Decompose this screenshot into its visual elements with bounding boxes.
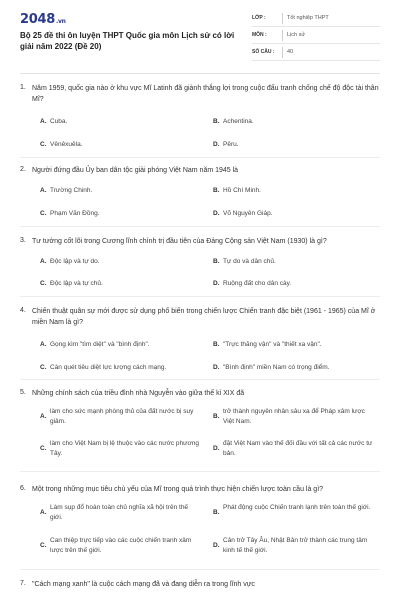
question-number: 2. [20, 166, 26, 173]
option-text: Độc lập và tự chủ. [50, 280, 103, 287]
exam-meta [252, 10, 380, 61]
option-letter: C. [40, 280, 47, 287]
option-text: Vênêxuêla. [50, 141, 83, 148]
header-divider [20, 73, 380, 74]
option-letter: D. [213, 364, 220, 371]
option-text: Gọng kìm "tìm diệt" và "bình định". [50, 341, 150, 348]
option-text: Can thiệp trực tiếp vào các cuộc chiến tranh xâm lược trên thế giới. [50, 537, 192, 554]
option-text: Achentina. [223, 118, 254, 125]
option-letter: D. [213, 445, 220, 452]
option-text: Cuba. [50, 118, 68, 125]
option-text: làm cho sức mạnh phòng thủ của đất nước bị suy giảm. [50, 408, 194, 425]
meta-separator [282, 30, 283, 41]
question-divider [20, 569, 380, 570]
option-letter: A. [40, 258, 47, 265]
meta-row-subject [252, 27, 380, 44]
site-logo[interactable] [20, 12, 66, 27]
option-letter: D. [213, 542, 220, 549]
page-header [0, 0, 400, 70]
option-letter: C. [40, 141, 47, 148]
meta-key: SỐ CÂU : [252, 49, 275, 55]
question-number: 3. [20, 237, 26, 244]
question-number: 5. [20, 389, 26, 396]
option-letter: A. [40, 413, 47, 420]
option-letter: A. [40, 187, 47, 194]
question-divider [20, 226, 380, 227]
option-letter: A. [40, 341, 47, 348]
meta-separator [282, 47, 283, 58]
logo-sub: .vn [55, 18, 66, 25]
option-letter: B. [213, 187, 220, 194]
question-number: 1. [20, 84, 26, 91]
option-text: Phạm Văn Đồng. [50, 210, 100, 217]
option-text: Cản trở Tây Âu, Nhật Bản trở thành các trung tâm kinh tế thế giới. [223, 537, 368, 554]
option-text: Độc lập và tự do. [50, 258, 100, 265]
option-letter: A. [40, 118, 47, 125]
option-text: Càn quét tiêu diệt lực lượng cách mạng. [50, 364, 167, 371]
option-text: Ruộng đất cho dân cày. [223, 280, 292, 287]
question-text: Tư tưởng cốt lõi trong Cương lĩnh chính trị đầu tiên của Đảng Cộng sản Việt Nam (1930) là gì? [32, 238, 327, 245]
option-text: "Trực thăng vận" và "thiết xa vận". [223, 341, 322, 348]
option-text: Võ Nguyên Giáp. [223, 210, 273, 217]
question-number: 4. [20, 307, 26, 314]
question-number: 7. [20, 580, 26, 587]
option-letter: B. [213, 413, 220, 420]
question-text: Một trong những mục tiêu chủ yếu của Mĩ trong quá trình thực hiện chiến lược toàn cầu là gì? [32, 486, 324, 493]
option-letter: C. [40, 210, 47, 217]
option-text: Làm sụp đổ hoàn toàn chủ nghĩa xã hội trên thế giới. [50, 504, 189, 521]
option-text: Phát động cuộc Chiến tranh lạnh trên toàn thế giới. [223, 504, 371, 511]
question-divider [20, 471, 380, 472]
question-text: Chiến thuật quân sự mới được sử dụng phổ biến trong chiến lược Chiến tranh đặc biệt (1961 - 1965) của Mĩ ở miền Nam là gì? [32, 308, 376, 326]
question-text: "Cách mạng xanh" là cuộc cách mạng đã và đang diễn ra trong lĩnh vực [32, 581, 255, 588]
option-text: làm cho Việt Nam bị lệ thuộc vào các nước phương Tây. [50, 440, 199, 457]
option-letter: C. [40, 445, 47, 452]
option-letter: D. [213, 210, 220, 217]
option-letter: B. [213, 118, 220, 125]
question-number: 6. [20, 485, 26, 492]
meta-row-count [252, 44, 380, 61]
option-letter: C. [40, 364, 47, 371]
option-text: Tự do và dân chủ. [223, 258, 276, 265]
option-letter: B. [213, 341, 220, 348]
option-text: "Bình định" miền Nam có trọng điểm. [223, 364, 330, 371]
question-text: Năm 1959, quốc gia nào ở khu vực Mĩ Latinh đã giành thắng lợi trong cuộc đấu tranh chống chế độ độc tài thân Mĩ? [32, 85, 379, 103]
option-letter: D. [213, 141, 220, 148]
meta-separator [282, 13, 283, 24]
option-letter: B. [213, 509, 220, 516]
option-letter: C. [40, 542, 47, 549]
option-letter: D. [213, 280, 220, 287]
logo-main: 2048 [20, 12, 55, 27]
meta-value: 40 [287, 49, 294, 55]
question-text: Những chính sách của triều đình nhà Nguyễn vào giữa thế kỉ XIX đã [32, 390, 245, 397]
question-divider [20, 379, 380, 380]
meta-key: MÔN : [252, 32, 267, 38]
meta-key: LỚP : [252, 15, 266, 21]
question-divider [20, 296, 380, 297]
option-text: Trường Chinh. [50, 187, 93, 194]
option-text: Hồ Chí Minh. [223, 187, 261, 194]
option-text: trở thành nguyên nhân sâu xa để Pháp xâm lược Việt Nam. [223, 408, 365, 425]
option-text: Pêru. [223, 141, 239, 148]
option-letter: B. [213, 258, 220, 265]
meta-value: Lịch sử [287, 32, 306, 38]
meta-row-class [252, 10, 380, 27]
question-text: Người đứng đầu Ủy ban dân tộc giải phóng Việt Nam năm 1945 là [32, 167, 239, 174]
meta-value: Tốt nghiệp THPT [287, 15, 329, 21]
question-divider [20, 157, 380, 158]
option-text: đặt Việt Nam vào thế đối đầu với tất cả các nước tư bản. [223, 440, 373, 457]
option-letter: A. [40, 509, 47, 516]
exam-title: Bộ 25 đề thi ôn luyện THPT Quốc gia môn Lịch sử có lời giải năm 2022 (Đề 20) [20, 31, 235, 51]
